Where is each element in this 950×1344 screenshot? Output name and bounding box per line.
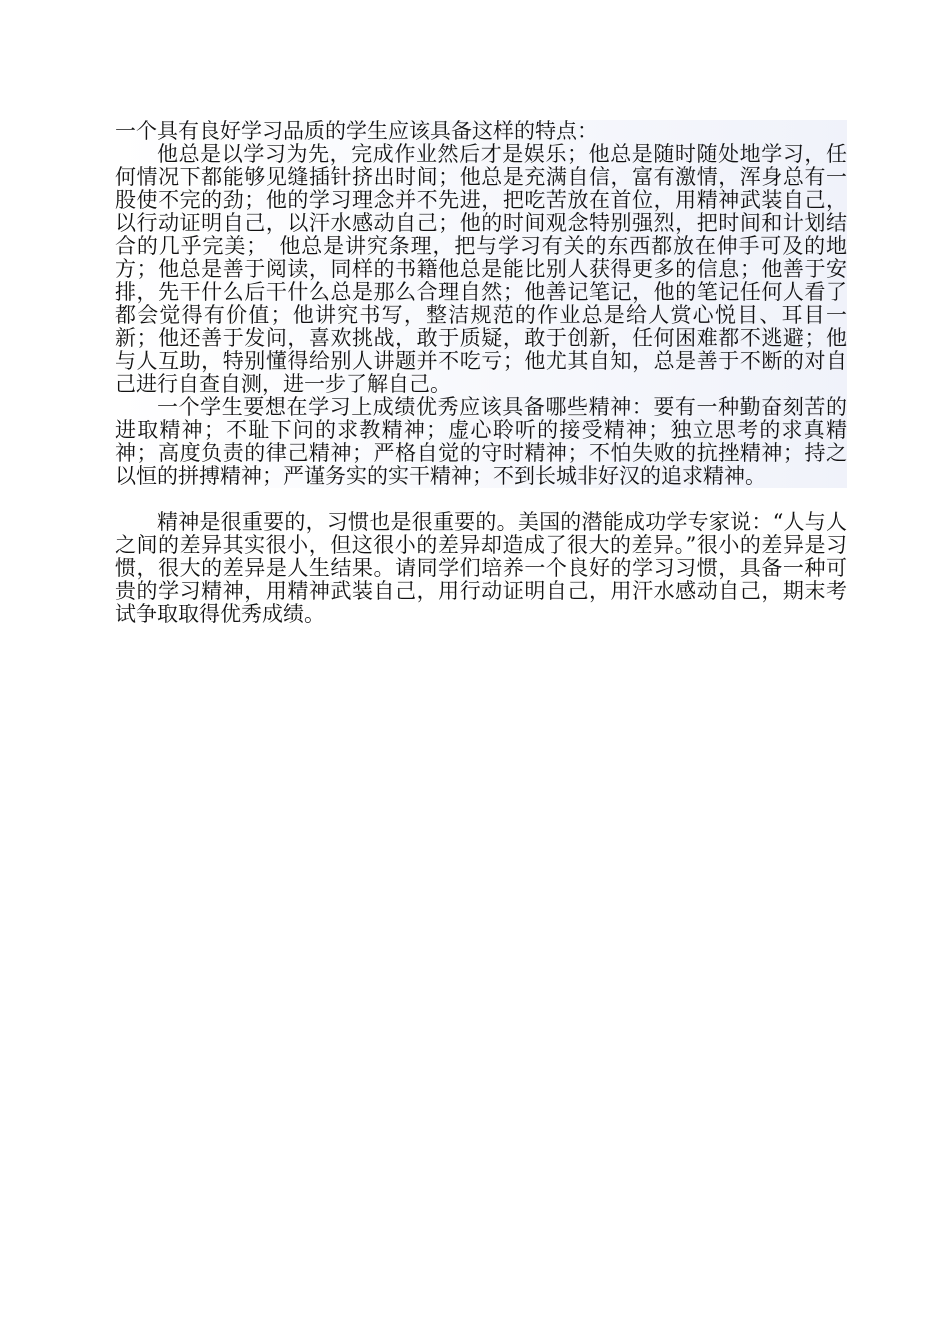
highlighted-block xyxy=(115,120,847,488)
intro-line: 一个具有良好学习品质的学生应该具备这样的特点： xyxy=(115,119,598,143)
paragraph-spacer xyxy=(115,488,847,511)
paragraph-study-spirit: 一个学生要想在学习上成绩优秀应该具备哪些精神：要有一种勤奋刻苦的进取精神；不耻下问的求教精神；虚心聆听的接受精神；独立思考的求真精神；高度负责的律己精神；严格自觉的守时精神；不怕失败的抗挫精神；持之以恒的拼搏精神；严谨务实的实干精神；不到长城非好汉的追求精神。 xyxy=(115,395,847,488)
document-body xyxy=(115,120,847,626)
paragraph-study-habits: 他总是以学习为先，完成作业然后才是娱乐；他总是随时随处地学习，任何情况下都能够见缝插针挤出时间；他总是充满自信，富有激情，浑身总有一股使不完的劲；他的学习理念并不先进，把吃苦放在首位，用精神武装自己，以行动证明自己，以汗水感动自己；他的时间观念特别强烈，把时间和计划结合的几乎完美； 他总是讲究条理，把与学习有关的东西都放在伸手可及的地方；他总是善于阅读，同样的书籍他总是能比别人获得更多的信息；他善于安排，先干什么后干什么总是那么合理自然；他善记笔记，他的笔记任何人看了都会觉得有价值；他讲究书写，整洁规范的作业总是给人赏心悦目、耳目一新；他还善于发问，喜欢挑战，敢于质疑，敢于创新，任何困难都不逃避；他与人互助，特别懂得给别人讲题并不吃亏；他尤其自知，总是善于不断的对自己进行自查自测，进一步了解自己。 xyxy=(115,142,847,396)
paragraph-conclusion: 精神是很重要的，习惯也是很重要的。美国的潜能成功学专家说：“人与人之间的差异其实很小，但这很小的差异却造成了很大的差异。”很小的差异是习惯，很大的差异是人生结果。请同学们培养一个良好的学习习惯，具备一种可贵的学习精神，用精神武装自己，用行动证明自己，用汗水感动自己，期末考试争取取得优秀成绩。 xyxy=(115,510,847,626)
